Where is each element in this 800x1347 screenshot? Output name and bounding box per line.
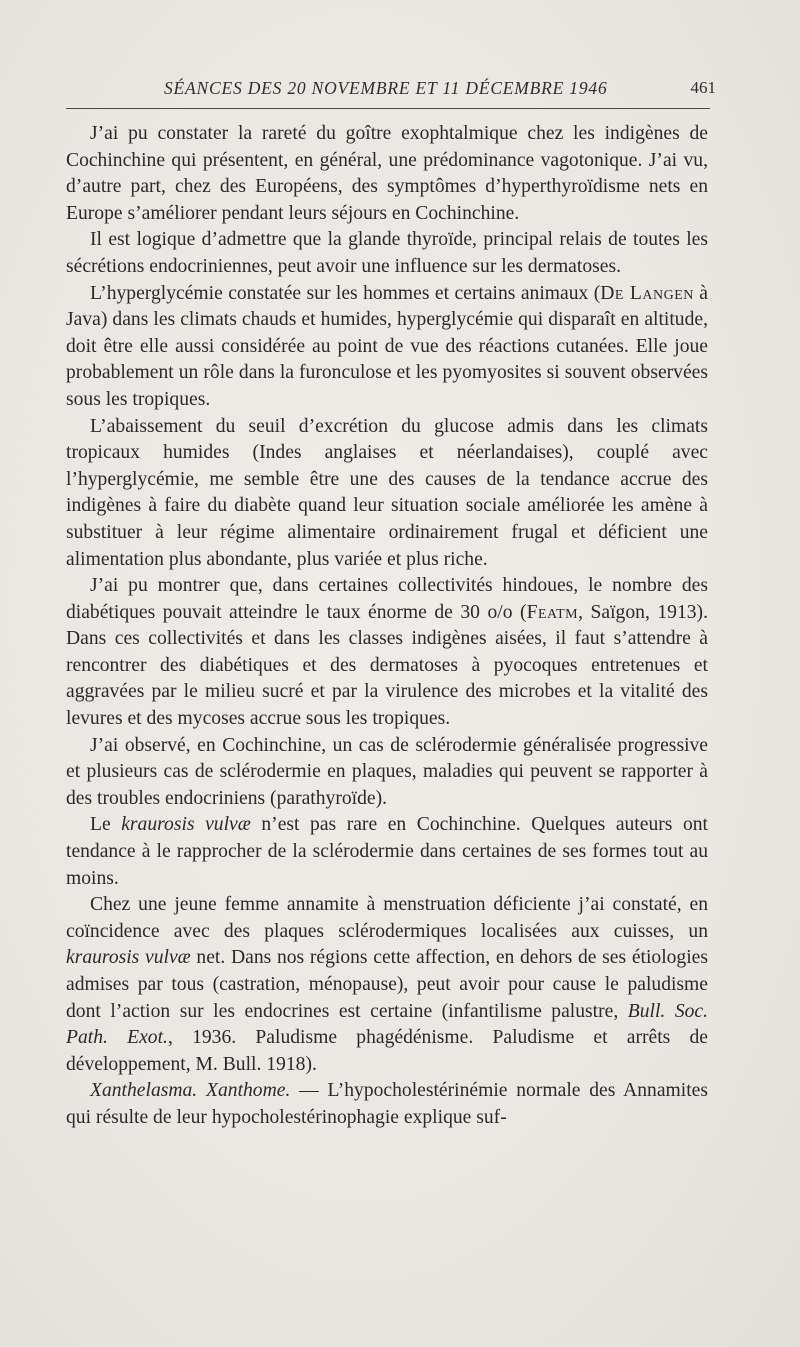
paragraph-text: J’ai pu constater la rareté du goître exophtalmique chez les indigènes de Cochinchine qui présentent, en général, une prédominance vagotonique. J’ai vu, d’autre part, chez des Européens, des symptômes d’hyperthyroïdisme nets en Europe s’améliorer pendant leurs séjours en Cochinchine. (66, 123, 708, 224)
paragraph-glucose-threshold (66, 414, 708, 574)
paragraph-text: — L’hypocholestérinémie normale des Annamites qui résulte de leur hypocholestérinophagie explique suf- (66, 1080, 708, 1128)
paragraph-xanthelasma (66, 1078, 708, 1131)
paragraph-text: n’est pas rare en Cochinchine. Quelques auteurs ont tendance à le rapprocher de la sclérodermie dans certaines de ses formes tout au moins. (66, 814, 708, 889)
paragraph-thyroid-logic (66, 227, 708, 280)
page-header (66, 76, 716, 106)
paragraph-text: L’hyperglycémie constatée sur les hommes et certains animaux ( (90, 282, 601, 304)
paragraph-thyroid (66, 121, 708, 227)
italic-term: kraurosis vulvæ (66, 947, 191, 969)
paragraph-text: à Java) dans les climats chauds et humides, hyperglycémie qui disparaît en altitude, doit être elle aussi considérée au point de vue des réactions cutanées. Elle joue probablement un rôle dans la furonculose et les pyomyosites si souvent observées sous les tropiques. (66, 282, 708, 410)
running-title: SÉANCES DES 20 NOVEMBRE ET 11 DÉCEMBRE 1946 (164, 78, 608, 98)
header-rule (66, 108, 710, 109)
paragraph-text: J’ai observé, en Cochinchine, un cas de sclérodermie généralisée progressive et plusieurs cas de sclérodermie en plaques, maladies qui peuvent se rapporter à des troubles endocriniens (parathyroïde). (66, 734, 708, 809)
paragraph-text: L’abaissement du seuil d’excrétion du glucose admis dans les climats tropicaux humides (Indes anglaises et néerlandaises), couplé avec l’hyperglycémie, me semble être une des causes de la tendance accrue des indigènes à faire du diabète quand leur situation sociale améliorée les amène à substituer à leur régime alimentaire ordinairement frugal et déficient une alimentation plus abondante, plus variée et plus riche. (66, 415, 708, 570)
paragraph-text: net. Dans nos régions cette affection, en dehors de ses étiologies admises par tous (castration, ménopause), peut avoir pour cause le paludisme dont l’action sur les endocrines est certaine (infantilisme palustre, (66, 947, 708, 1022)
paragraph-hyperglycemia (66, 281, 708, 414)
paragraph-text: , 1936. Paludisme phagédénisme. Paludisme et arrêts de développement, M. Bull. 1918). (66, 1027, 708, 1075)
paragraph-text: , Saïgon, 1913). Dans ces collectivités et dans les classes indigènes aisées, il faut s’attendre à rencontrer des diabétiques et des dermatoses à pyocoques entretenues et aggravées par le milieu sucré et par la virulence des microbes et la vitalité des levures et des mycoses accrue sous les tropiques. (66, 601, 708, 730)
section-heading-italic: Xanthelasma. Xanthome. (90, 1080, 291, 1102)
page-number: 461 (690, 78, 716, 97)
author-name: Featm (526, 601, 579, 623)
paragraph-kraurosis (66, 812, 708, 892)
journal-citation: Bull. Soc. Path. Exot. (66, 1000, 709, 1049)
author-name: De Langen (600, 282, 694, 304)
paragraph-text: Il est logique d’admettre que la glande thyroïde, principal relais de toutes les sécrétions endocriniennes, peut avoir une influence sur les dermatoses. (66, 229, 708, 277)
paragraph-sclerodermia (66, 733, 708, 813)
paragraph-case-report (66, 892, 708, 1078)
paragraph-diabetes (66, 573, 708, 733)
paragraph-text: Le (90, 814, 122, 836)
paragraph-text: J’ai pu montrer que, dans certaines collectivités hindoues, le nombre des diabétiques pouvait atteindre le taux énorme de 30 o/o ( (66, 575, 708, 623)
paragraph-text: Chez une jeune femme annamite à menstruation déficiente j’ai constaté, en coïncidence avec des plaques sclérodermiques localisées aux cuisses, un (66, 894, 708, 942)
body-text (66, 121, 708, 1132)
italic-term: kraurosis vulvæ (121, 814, 251, 836)
